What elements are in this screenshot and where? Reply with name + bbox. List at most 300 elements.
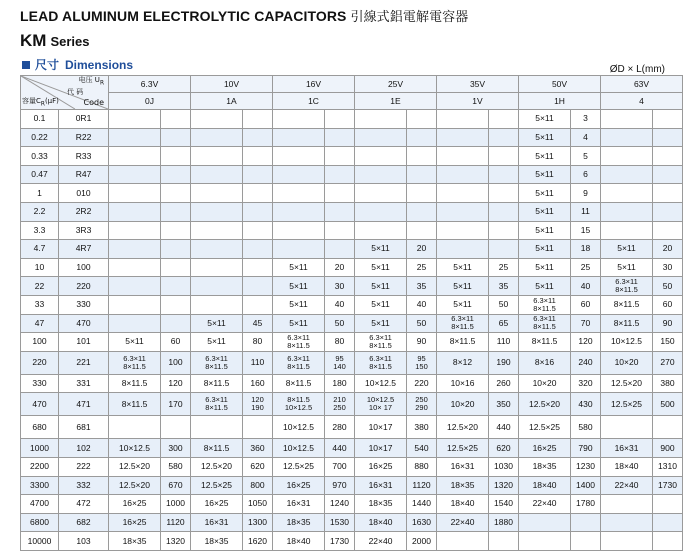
capacitance-cell: 6800	[21, 513, 59, 532]
ripple-current-cell	[407, 184, 437, 203]
size-cell	[437, 221, 489, 240]
ripple-current-cell: 540	[407, 439, 437, 458]
size-cell	[109, 295, 161, 314]
ripple-current-cell	[243, 416, 273, 439]
table-row	[21, 393, 683, 416]
size-cell	[437, 184, 489, 203]
size-cell: 16×31	[601, 439, 653, 458]
code-cell: 102	[59, 439, 109, 458]
ripple-current-cell	[161, 416, 191, 439]
size-cell	[109, 110, 161, 129]
size-cell	[273, 165, 325, 184]
table-row	[21, 221, 683, 240]
size-cell	[109, 258, 161, 277]
size-line: 8×11.5	[533, 303, 556, 313]
size-cell: 5×11	[519, 165, 571, 184]
ripple-current-cell: 50	[407, 314, 437, 333]
table-row	[21, 240, 683, 259]
size-cell: 5×11	[355, 295, 407, 314]
ripple-current-cell: 620	[243, 457, 273, 476]
voltage-header-3: 25V	[355, 76, 437, 93]
size-cell: 8×11.5	[273, 374, 325, 393]
size-cell	[437, 532, 489, 551]
ripple-current-cell: 580	[571, 416, 601, 439]
size-cell	[191, 221, 243, 240]
size-cell: 22×40	[355, 532, 407, 551]
table-corner-header	[21, 76, 109, 110]
size-cell: 18×35	[109, 532, 161, 551]
capacitance-cell: 4.7	[21, 240, 59, 259]
capacitance-cell: 3300	[21, 476, 59, 495]
size-cell: 5×11	[519, 221, 571, 240]
size-cell: 12.5×25	[601, 393, 653, 416]
ripple-current-cell: 580	[161, 457, 191, 476]
table-row	[21, 202, 683, 221]
size-cell	[273, 333, 325, 352]
size-cell	[601, 165, 653, 184]
size-cell	[273, 147, 325, 166]
ripple-current-cell: 20	[653, 240, 683, 259]
code-cell: R22	[59, 128, 109, 147]
size-cell: 10×12.5	[109, 439, 161, 458]
size-line: 6.3×11	[369, 353, 392, 363]
ripple-current-cell: 50	[489, 295, 519, 314]
title-english: LEAD ALUMINUM ELECTROLYTIC CAPACITORS	[20, 8, 347, 24]
size-cell	[191, 240, 243, 259]
square-bullet-icon	[22, 61, 30, 69]
ripple-current-cell	[161, 147, 191, 166]
ripple-current-cell	[653, 221, 683, 240]
size-cell	[437, 147, 489, 166]
ripple-current-cell: 45	[243, 314, 273, 333]
size-cell	[437, 110, 489, 129]
capacitance-cell: 0.1	[21, 110, 59, 129]
ripple-current-cell: 30	[653, 258, 683, 277]
size-cell: 5×11	[109, 333, 161, 352]
size-cell: 22×40	[601, 476, 653, 495]
size-cell: 5×11	[273, 277, 325, 296]
voltage-header-4: 35V	[437, 76, 519, 93]
ripple-current-cell	[243, 295, 273, 314]
table-row	[21, 165, 683, 184]
size-cell	[109, 351, 161, 374]
capacitance-cell: 22	[21, 277, 59, 296]
dimensions-table	[20, 75, 683, 551]
ripple-current-cell	[161, 277, 191, 296]
code-cell: 220	[59, 277, 109, 296]
size-cell	[109, 416, 161, 439]
ripple-current-cell	[407, 110, 437, 129]
size-cell: 10×12.5	[273, 439, 325, 458]
table-row	[21, 476, 683, 495]
ripple-current-cell: 110	[489, 333, 519, 352]
size-cell	[191, 295, 243, 314]
ripple-current-cell	[653, 184, 683, 203]
capacitance-cell: 10	[21, 258, 59, 277]
ripple-current-cell: 150	[653, 333, 683, 352]
size-cell	[109, 184, 161, 203]
ripple-current-cell: 50	[653, 277, 683, 296]
size-cell	[109, 240, 161, 259]
ripple-current-cell	[161, 240, 191, 259]
ripple-current-cell	[653, 202, 683, 221]
size-line: 6.3×11	[205, 395, 228, 405]
ripple-current-cell: 4	[571, 128, 601, 147]
size-cell: 5×11	[273, 295, 325, 314]
ripple-current-cell: 80	[325, 333, 355, 352]
size-cell: 5×11	[191, 314, 243, 333]
size-line: 6.3×11	[533, 314, 556, 324]
size-line: 8×11.5	[287, 340, 310, 350]
size-cell: 22×40	[519, 495, 571, 514]
ripple-current-cell: 380	[407, 416, 437, 439]
ripple-current-cell	[653, 495, 683, 514]
size-cell: 16×25	[355, 457, 407, 476]
voltage-header-row	[21, 76, 683, 93]
code-cell: 2R2	[59, 202, 109, 221]
size-line: 10×12.5	[366, 395, 395, 405]
ripple-current-cell: 30	[325, 277, 355, 296]
ripple-current-cell: 35	[407, 277, 437, 296]
ripple-current-cell: 6	[571, 165, 601, 184]
ripple-current-cell	[571, 532, 601, 551]
ripple-current-cell	[325, 110, 355, 129]
size-line: 8×11.5	[369, 340, 392, 350]
ripple-current-cell: 1730	[325, 532, 355, 551]
size-cell: 18×35	[273, 513, 325, 532]
size-cell: 10×12.5	[273, 416, 325, 439]
size-cell	[109, 128, 161, 147]
ripple-current-cell: 270	[653, 351, 683, 374]
ripple-current-cell: 900	[653, 439, 683, 458]
ripple-current-cell: 1320	[161, 532, 191, 551]
size-cell: 8×11.5	[519, 333, 571, 352]
ripple-current-cell	[243, 221, 273, 240]
size-cell	[191, 393, 243, 416]
code-cell: 472	[59, 495, 109, 514]
ripple-current-cell	[489, 147, 519, 166]
size-cell	[191, 202, 243, 221]
code-cell: R47	[59, 165, 109, 184]
ripple-current-cell	[325, 351, 355, 374]
table-row	[21, 147, 683, 166]
ripple-current-cell: 1620	[243, 532, 273, 551]
capacitance-cell: 10000	[21, 532, 59, 551]
ripple-current-cell: 1530	[325, 513, 355, 532]
ripple-current-cell	[489, 221, 519, 240]
ripple-current-cell	[243, 184, 273, 203]
ripple-current-cell: 18	[571, 240, 601, 259]
size-cell	[355, 202, 407, 221]
ripple-current-cell: 800	[243, 476, 273, 495]
size-cell	[109, 314, 161, 333]
ripple-line: 140	[333, 361, 346, 371]
size-line: 8×11.5	[123, 361, 146, 371]
size-cell: 5×11	[273, 314, 325, 333]
ripple-current-cell: 3	[571, 110, 601, 129]
code-cell: 222	[59, 457, 109, 476]
ripple-current-cell	[325, 393, 355, 416]
size-cell	[109, 147, 161, 166]
capacitance-cell: 2200	[21, 457, 59, 476]
ripple-current-cell	[325, 147, 355, 166]
capacitance-cell: 4700	[21, 495, 59, 514]
ripple-current-cell	[161, 184, 191, 203]
ripple-current-cell: 1050	[243, 495, 273, 514]
voltage-code-1: 1A	[191, 93, 273, 110]
ripple-current-cell	[325, 184, 355, 203]
size-cell: 5×11	[437, 258, 489, 277]
ripple-current-cell: 280	[325, 416, 355, 439]
size-cell: 5×11	[437, 277, 489, 296]
ripple-line: 150	[415, 361, 428, 371]
section-title-chinese: 尺寸	[35, 58, 60, 72]
size-cell: 16×25	[109, 513, 161, 532]
ripple-current-cell: 1000	[161, 495, 191, 514]
size-cell	[355, 333, 407, 352]
size-cell: 12.5×25	[437, 439, 489, 458]
size-cell: 16×25	[273, 476, 325, 495]
capacitance-cell: 220	[21, 351, 59, 374]
size-line: 6.3×11	[369, 332, 392, 342]
ripple-current-cell: 90	[653, 314, 683, 333]
ripple-current-cell: 1030	[489, 457, 519, 476]
ripple-current-cell: 700	[325, 457, 355, 476]
ripple-current-cell	[407, 147, 437, 166]
size-cell	[437, 314, 489, 333]
size-cell	[601, 202, 653, 221]
voltage-code-3: 1E	[355, 93, 437, 110]
size-cell: 12.5×20	[519, 393, 571, 416]
ripple-current-cell	[243, 202, 273, 221]
voltage-header-6: 63V	[601, 76, 683, 93]
ripple-current-cell: 670	[161, 476, 191, 495]
size-cell: 5×11	[601, 240, 653, 259]
size-cell	[519, 295, 571, 314]
size-cell	[355, 221, 407, 240]
size-cell	[519, 314, 571, 333]
size-cell: 18×40	[355, 513, 407, 532]
ripple-current-cell: 1230	[571, 457, 601, 476]
ripple-current-cell: 25	[571, 258, 601, 277]
size-line: 6.3×11	[451, 314, 474, 324]
size-cell: 5×11	[273, 258, 325, 277]
size-cell	[355, 184, 407, 203]
ripple-current-cell: 2000	[407, 532, 437, 551]
size-cell: 8×11.5	[109, 393, 161, 416]
ripple-current-cell	[325, 165, 355, 184]
size-cell	[109, 202, 161, 221]
size-line: 8×11.5	[287, 361, 310, 371]
ripple-line: 290	[415, 403, 428, 413]
ripple-current-cell: 120	[571, 333, 601, 352]
ripple-current-cell: 160	[243, 374, 273, 393]
size-cell: 5×11	[519, 240, 571, 259]
series-word: Series	[50, 34, 90, 49]
ripple-current-cell: 50	[325, 314, 355, 333]
corner-voltage-label: 电压 $U_R$	[78, 76, 104, 87]
voltage-header-0: 6.3V	[109, 76, 191, 93]
ripple-current-cell: 300	[161, 439, 191, 458]
size-cell	[273, 221, 325, 240]
size-cell	[109, 277, 161, 296]
ripple-current-cell	[489, 110, 519, 129]
ripple-current-cell	[325, 240, 355, 259]
code-cell: 010	[59, 184, 109, 203]
ripple-current-cell	[243, 110, 273, 129]
ripple-current-cell: 60	[161, 333, 191, 352]
size-cell	[355, 165, 407, 184]
ripple-line: 95	[417, 353, 426, 363]
code-cell: 470	[59, 314, 109, 333]
ripple-current-cell: 180	[325, 374, 355, 393]
size-line: 6.3×11	[123, 353, 146, 363]
ripple-current-cell	[161, 202, 191, 221]
ripple-current-cell: 60	[653, 295, 683, 314]
table-row	[21, 110, 683, 129]
size-cell: 5×11	[355, 277, 407, 296]
ripple-current-cell: 60	[571, 295, 601, 314]
size-cell: 5×11	[519, 128, 571, 147]
size-cell: 12.5×25	[191, 476, 243, 495]
size-line: 6.3×11	[287, 332, 310, 342]
size-cell: 12.5×25	[273, 457, 325, 476]
size-cell: 10×20	[437, 393, 489, 416]
size-cell: 18×35	[355, 495, 407, 514]
ripple-current-cell: 240	[571, 351, 601, 374]
ripple-current-cell	[243, 147, 273, 166]
ripple-current-cell: 11	[571, 202, 601, 221]
size-cell	[437, 165, 489, 184]
size-cell: 5×11	[355, 258, 407, 277]
size-cell: 18×40	[273, 532, 325, 551]
ripple-current-cell: 440	[325, 439, 355, 458]
size-cell	[191, 147, 243, 166]
ripple-current-cell	[325, 128, 355, 147]
size-cell	[191, 416, 243, 439]
size-cell	[273, 393, 325, 416]
section-heading	[22, 56, 133, 73]
ripple-current-cell: 170	[161, 393, 191, 416]
size-cell	[191, 351, 243, 374]
series-heading	[20, 31, 90, 51]
size-cell	[437, 240, 489, 259]
size-line: 8×11.5	[287, 395, 310, 405]
size-cell	[273, 240, 325, 259]
size-cell: 16×31	[273, 495, 325, 514]
ripple-current-cell: 40	[407, 295, 437, 314]
size-cell: 8×11.5	[601, 314, 653, 333]
table-row	[21, 457, 683, 476]
size-cell: 8×11.5	[191, 439, 243, 458]
size-cell	[191, 184, 243, 203]
dimension-unit: ØD × L(mm)	[609, 64, 665, 75]
ripple-current-cell	[243, 393, 273, 416]
size-line: 6.3×11	[287, 353, 310, 363]
corner-code-column-label: Code	[83, 97, 104, 107]
size-cell: 5×11	[519, 110, 571, 129]
size-line: 10× 17	[368, 403, 393, 413]
ripple-current-cell: 65	[489, 314, 519, 333]
ripple-line: 250	[415, 395, 428, 405]
ripple-current-cell: 1300	[243, 513, 273, 532]
capacitance-cell: 1	[21, 184, 59, 203]
size-cell: 10×12.5	[601, 333, 653, 352]
title-chinese: 引線式鋁電解電容器	[350, 10, 469, 25]
ripple-current-cell: 1630	[407, 513, 437, 532]
ripple-current-cell	[161, 128, 191, 147]
ripple-line: 210	[333, 395, 346, 405]
capacitance-cell: 47	[21, 314, 59, 333]
ripple-current-cell: 880	[407, 457, 437, 476]
size-cell	[191, 128, 243, 147]
size-cell	[273, 110, 325, 129]
ripple-current-cell	[407, 351, 437, 374]
ripple-current-cell	[243, 128, 273, 147]
code-cell: 681	[59, 416, 109, 439]
size-cell	[601, 416, 653, 439]
size-cell	[437, 128, 489, 147]
code-cell: 4R7	[59, 240, 109, 259]
capacitance-cell: 0.47	[21, 165, 59, 184]
size-line: 8×11.5	[205, 361, 228, 371]
ripple-current-cell: 25	[489, 258, 519, 277]
ripple-current-cell: 790	[571, 439, 601, 458]
table-row	[21, 416, 683, 439]
voltage-code-0: 0J	[109, 93, 191, 110]
ripple-current-cell: 1120	[407, 476, 437, 495]
capacitance-cell: 470	[21, 393, 59, 416]
size-cell: 18×35	[191, 532, 243, 551]
size-cell	[191, 277, 243, 296]
ripple-current-cell	[653, 532, 683, 551]
ripple-current-cell	[161, 165, 191, 184]
size-cell	[355, 128, 407, 147]
series-code: KM	[20, 31, 47, 50]
ripple-current-cell	[325, 221, 355, 240]
size-cell: 5×11	[601, 258, 653, 277]
size-cell	[355, 147, 407, 166]
size-cell: 5×11	[519, 147, 571, 166]
size-cell: 12.5×20	[437, 416, 489, 439]
size-cell: 8×11.5	[109, 374, 161, 393]
size-cell	[601, 147, 653, 166]
ripple-current-cell: 220	[407, 374, 437, 393]
size-cell: 16×31	[191, 513, 243, 532]
ripple-current-cell	[653, 128, 683, 147]
ripple-current-cell: 620	[489, 439, 519, 458]
ripple-current-cell	[653, 110, 683, 129]
table-row	[21, 439, 683, 458]
ripple-current-cell	[489, 165, 519, 184]
ripple-current-cell	[243, 277, 273, 296]
size-line: 8×11.5	[615, 285, 638, 295]
ripple-current-cell: 120	[161, 374, 191, 393]
ripple-current-cell	[407, 165, 437, 184]
voltage-header-2: 16V	[273, 76, 355, 93]
size-cell: 5×11	[519, 184, 571, 203]
ripple-current-cell	[489, 532, 519, 551]
size-cell: 8×12	[437, 351, 489, 374]
voltage-header-5: 50V	[519, 76, 601, 93]
code-cell: R33	[59, 147, 109, 166]
corner-code-label: 代 码	[67, 88, 84, 96]
size-cell: 18×35	[437, 476, 489, 495]
size-line: 8×11.5	[533, 322, 556, 332]
ripple-current-cell: 9	[571, 184, 601, 203]
code-cell: 332	[59, 476, 109, 495]
size-cell: 18×40	[437, 495, 489, 514]
